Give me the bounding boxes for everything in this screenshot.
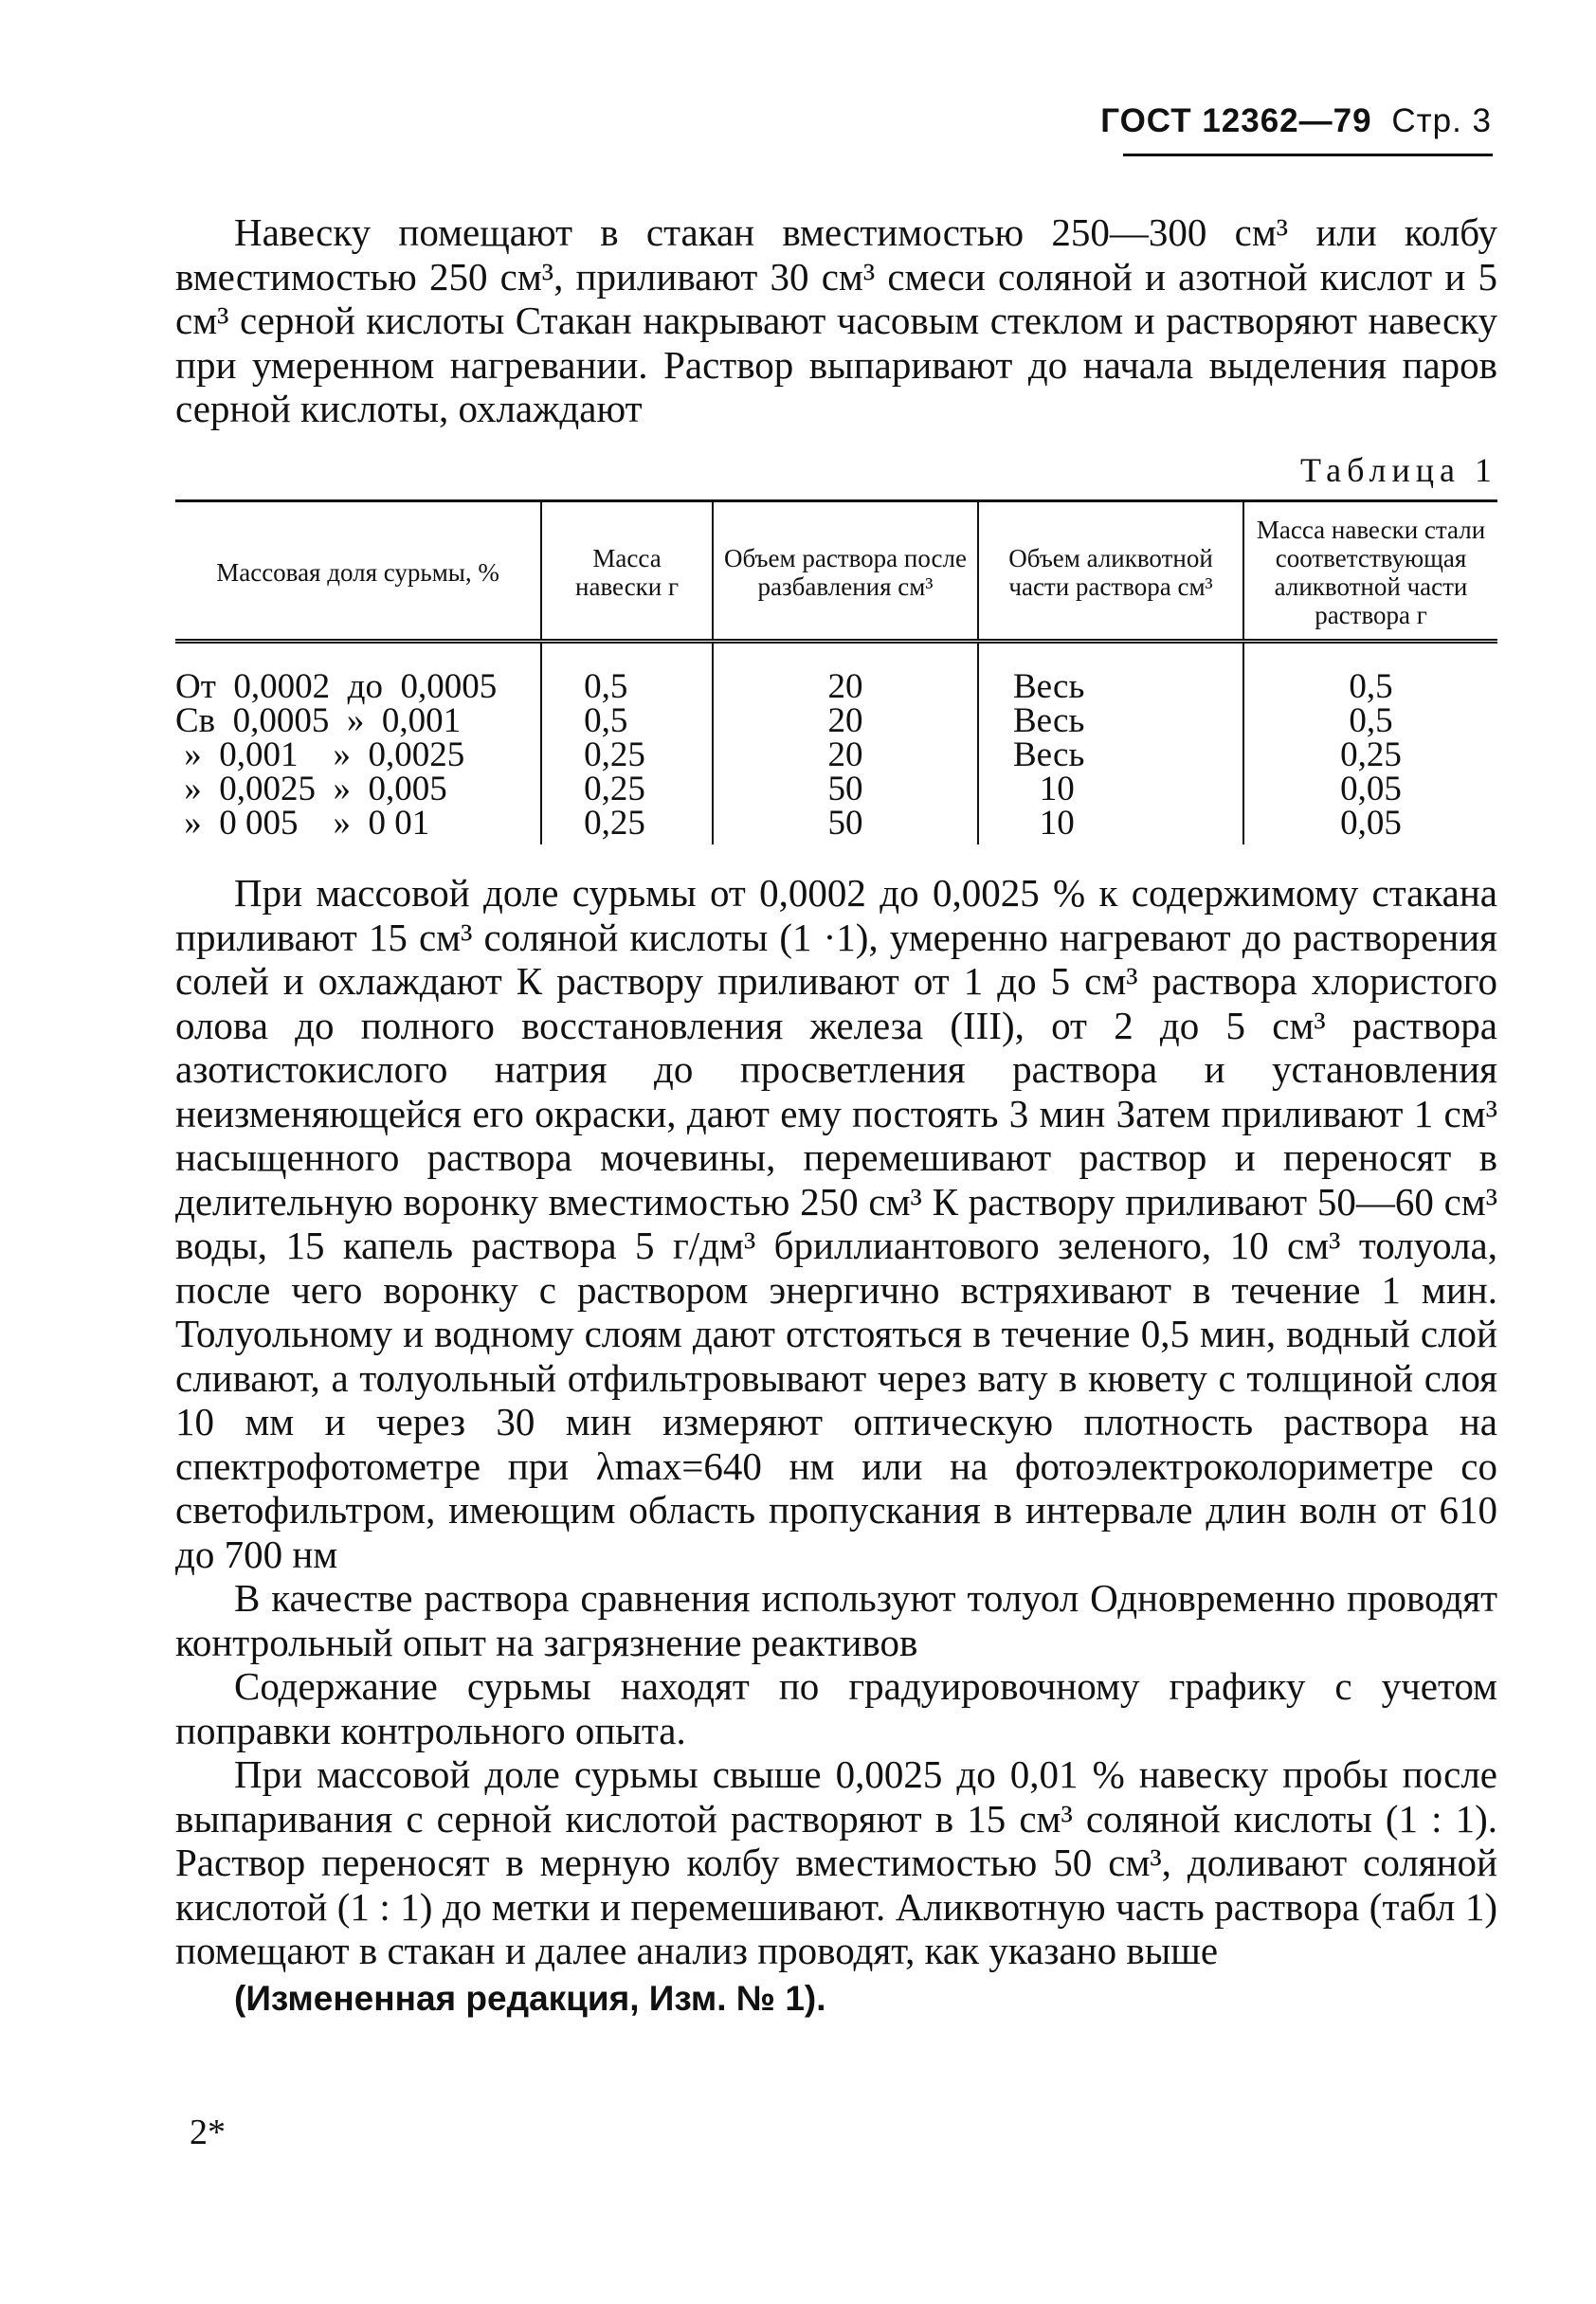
signature-mark: 2* — [190, 2113, 226, 2152]
table-row — [175, 642, 1497, 705]
header-sample-mass: Масса навески г — [541, 501, 713, 642]
cell-mass: 0,25 — [541, 807, 713, 844]
cell-steel-mass: 0,25 — [1243, 738, 1497, 772]
cell-volume: 20 — [713, 738, 978, 772]
page-header — [1100, 102, 1492, 140]
paragraph-low-content-procedure: При массовой доле сурьмы от 0,0002 до 0,0025 % к содержимому стакана приливают 15 см³ соляной кислоты (1 ·1), умеренно нагревают до растворения солей и охлаждают К раствору приливают от 1 до 5 см³ раствора хлористого олова до полного восстановления железа (III), от 2 до 5 см³ раствора азотистокислого натрия до просветления раствора и установления неизменяющейся его окраски, дают ему постоять 3 мин Затем приливают 1 см³ насыщенного раствора мочевины, перемешивают раствор и переносят в делительную воронку вместимостью 250 см³ К раствору приливают 50—60 см³ воды, 15 капель раствора 5 г/дм³ бриллиантового зеленого, 10 см³ толуола, после чего воронку с раствором энергично встряхивают в течение 1 мин. Толуольному и водному слоям дают отстояться в течение 0,5 мин, водный слой сливают, а толуольный отфильтровывают через вату в кювету с толщиной слоя 10 мм и через 30 мин измеряют оптическую плотность раствора на спектрофотометре при λmax=640 нм или на фотоэлектроколориметре со светофильтром, имеющим область пропускания в интервале длин волн от 610 до 700 нм — [175, 871, 1497, 1576]
cell-volume: 20 — [713, 642, 978, 705]
table-row — [175, 807, 1497, 844]
cell-range: От 0,0002 до 0,0005 — [175, 667, 498, 706]
cell-mass: 0,25 — [541, 738, 713, 772]
cell-volume: 50 — [713, 772, 978, 807]
cell-steel-mass: 0,05 — [1243, 807, 1497, 844]
cell-aliquot: 10 — [978, 807, 1243, 844]
cell-range: » 0 005 » 0 01 — [175, 804, 430, 843]
table-caption: Таблица 1 — [1300, 450, 1497, 489]
standard-number: ГОСТ 12362—79 — [1100, 102, 1372, 139]
cell-mass: 0,25 — [541, 772, 713, 807]
cell-aliquot: Весь — [978, 738, 1243, 772]
header-aliquot-volume: Объем аликвотной части раствора см³ — [978, 501, 1243, 642]
cell-steel-mass: 0,05 — [1243, 772, 1497, 807]
paragraph-high-content-procedure: При массовой доле сурьмы свыше 0,0025 до 0,01 % навеску пробы после выпаривания с серной кислотой растворяют в 15 см³ соляной кислоты (1 : 1). Раствор переносят в мерную колбу вместимостью 50 см³, доливают соляной кислотой (1 : 1) до метки и перемешивают. Аликвотную часть раствора (табл 1) помещают в стакан и далее анализ проводят, как указано выше — [175, 1752, 1497, 1972]
cell-steel-mass: 0,5 — [1243, 704, 1497, 738]
table-row — [175, 772, 1497, 807]
cell-aliquot: Весь — [978, 704, 1243, 738]
cell-mass: 0,5 — [541, 642, 713, 705]
paragraph-sample-dissolution: Навеску помещают в стакан вместимостью 250—300 см³ или колбу вместимостью 250 см³, приливают 30 см³ смеси соляной и азотной кислот и 5 см³ серной кислоты Стакан накрывают часовым стеклом и растворяют навеску при умеренном нагревании. Раствор выпаривают до начала выделения паров серной кислоты, охлаждают — [175, 210, 1497, 430]
header-rule — [1123, 154, 1493, 156]
header-antimony-fraction: Массовая доля сурьмы, % — [175, 501, 541, 642]
header-steel-mass: Масса навески стали соответствующая аликвотной части раствора г — [1243, 501, 1497, 642]
cell-volume: 50 — [713, 807, 978, 844]
paragraph-calibration: Содержание сурьмы находят по градуировочному графику с учетом поправки контрольного опыта. — [175, 1664, 1497, 1752]
cell-range: » 0,001 » 0,0025 — [175, 735, 465, 774]
table-row — [175, 704, 1497, 738]
document-body — [175, 210, 1497, 2021]
cell-mass: 0,5 — [541, 704, 713, 738]
cell-range: » 0,0025 » 0,005 — [175, 770, 447, 808]
page-number: Стр. 3 — [1391, 102, 1492, 139]
cell-aliquot: Весь — [978, 642, 1243, 705]
cell-volume: 20 — [713, 704, 978, 738]
cell-range: Св 0,0005 » 0,001 — [175, 701, 462, 740]
table-row — [175, 738, 1497, 772]
paragraph-reference-solution: В качестве раствора сравнения используют толуол Одновременно проводят контрольный опыт на загрязнение реактивов — [175, 1576, 1497, 1664]
cell-steel-mass: 0,5 — [1243, 642, 1497, 705]
amendment-note: (Измененная редакция, Изм. № 1). — [234, 1978, 826, 2018]
header-solution-volume: Объем раствора после разбавления см³ — [713, 501, 978, 642]
table-header-row — [175, 501, 1497, 642]
cell-aliquot: 10 — [978, 772, 1243, 807]
aliquot-table — [175, 499, 1497, 844]
